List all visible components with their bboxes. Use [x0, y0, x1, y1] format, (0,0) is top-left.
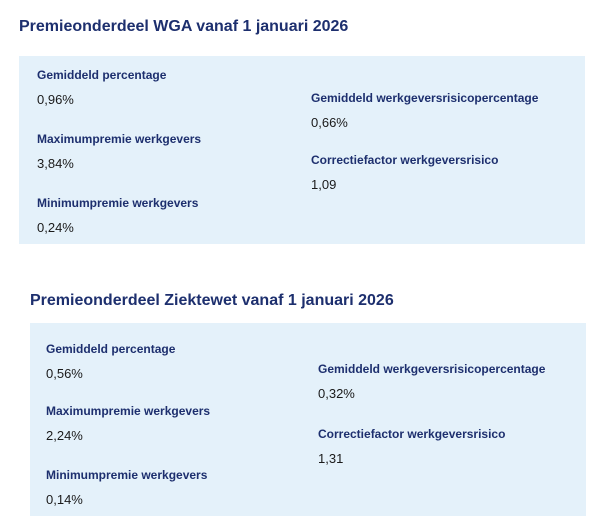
average-percentage-item [37, 68, 166, 108]
correction-factor-label: Correctiefactor werkgeversrisico [311, 153, 499, 167]
correction-factor-value: 1,31 [318, 451, 344, 466]
maximum-premium-label: Maximumpremie werkgevers [46, 404, 211, 418]
minimum-premium-item [46, 468, 207, 508]
maximum-premium-value: 3,84% [37, 156, 74, 171]
maximum-premium-value: 2,24% [46, 428, 83, 443]
maximum-premium-item [46, 404, 210, 444]
correction-factor-label: Correctiefactor werkgeversrisico [318, 427, 506, 441]
section-title-wga: Premieonderdeel WGA vanaf 1 januari 2026 [19, 18, 349, 35]
average-percentage-label: Gemiddeld percentage [37, 68, 167, 82]
average-employer-risk-item [311, 91, 538, 131]
average-employer-risk-label: Gemiddeld werkgeversrisicopercentage [318, 362, 546, 376]
correction-factor-item [318, 427, 505, 467]
minimum-premium-value: 0,24% [37, 220, 74, 235]
premium-panel-wga [19, 56, 585, 244]
average-percentage-item [46, 342, 175, 382]
average-percentage-value: 0,56% [46, 366, 83, 381]
minimum-premium-value: 0,14% [46, 492, 83, 507]
average-employer-risk-item [318, 362, 545, 402]
maximum-premium-label: Maximumpremie werkgevers [37, 132, 202, 146]
average-employer-risk-value: 0,32% [318, 386, 355, 401]
premium-panel-ziektewet [30, 323, 586, 516]
average-employer-risk-value: 0,66% [311, 115, 348, 130]
average-percentage-value: 0,96% [37, 92, 74, 107]
section-title-ziektewet: Premieonderdeel Ziektewet vanaf 1 januari 2026 [30, 292, 394, 309]
average-percentage-label: Gemiddeld percentage [46, 342, 176, 356]
correction-factor-value: 1,09 [311, 177, 337, 192]
maximum-premium-item [37, 132, 201, 172]
average-employer-risk-label: Gemiddeld werkgeversrisicopercentage [311, 91, 539, 105]
minimum-premium-item [37, 196, 198, 236]
correction-factor-item [311, 153, 498, 193]
minimum-premium-label: Minimumpremie werkgevers [46, 468, 208, 482]
minimum-premium-label: Minimumpremie werkgevers [37, 196, 199, 210]
